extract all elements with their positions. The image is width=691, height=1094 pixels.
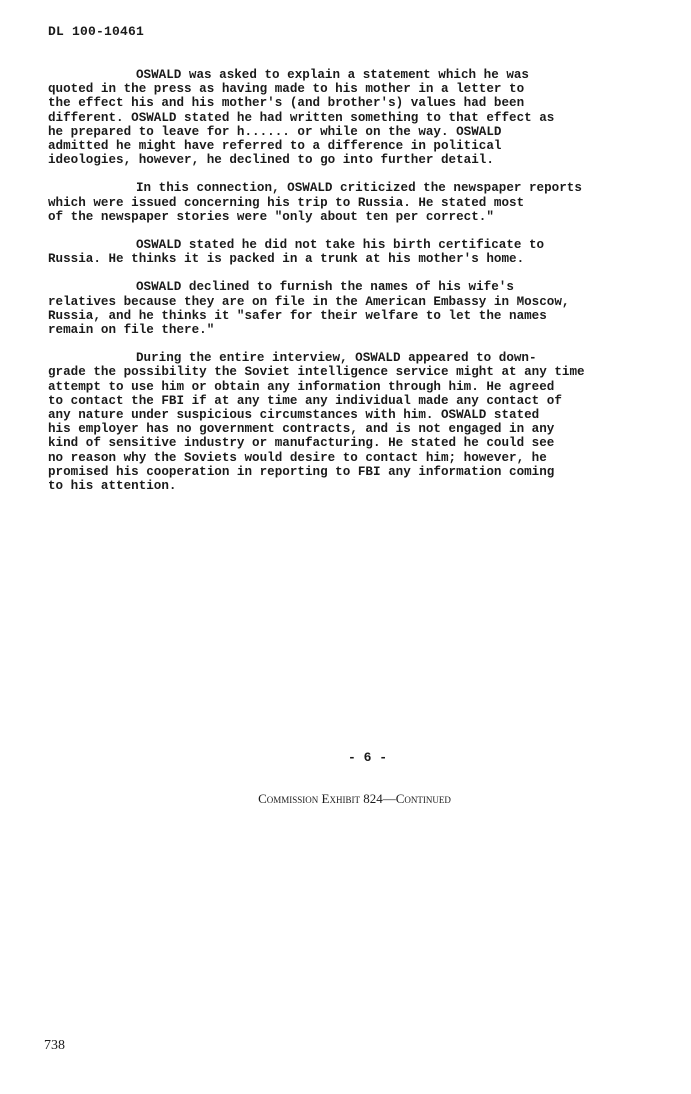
text-line: the effect his and his mother's (and brother's) values had been (48, 96, 525, 111)
paragraph (48, 238, 648, 266)
file-number: DL 100-10461 (48, 24, 145, 39)
text-line: ideologies, however, he declined to go into further detail. (48, 153, 494, 168)
text-line: admitted he might have referred to a difference in political (48, 139, 502, 154)
text-line: which were issued concerning his trip to Russia. He stated most (48, 195, 525, 210)
text-line: kind of sensitive industry or manufacturing. He stated he could see (48, 436, 555, 451)
text-line: OSWALD stated he did not take his birth certificate to (136, 238, 545, 253)
text-line: Russia, and he thinks it "safer for their welfare to let the names (48, 308, 547, 323)
paragraph (48, 181, 648, 224)
report-body (48, 68, 648, 507)
volume-page-number: 738 (44, 1038, 65, 1053)
text-line: OSWALD declined to furnish the names of his wife's (136, 280, 514, 295)
text-line: During the entire interview, OSWALD appeared to down- (136, 351, 537, 366)
paragraph (48, 351, 648, 493)
text-line: OSWALD was asked to explain a statement which he was (136, 68, 529, 82)
text-line: any nature under suspicious circumstances with him. OSWALD stated (48, 408, 540, 423)
exhibit-caption: Commission Exhibit 824—Continued (258, 791, 451, 806)
text-line: quoted in the press as having made to his mother in a letter to (48, 82, 525, 97)
text-line: no reason why the Soviets would desire to contact him; however, he (48, 450, 547, 465)
text-line: remain on file there." (48, 323, 215, 338)
text-line: relatives because they are on file in the American Embassy in Moscow, (48, 294, 570, 309)
text-line: different. OSWALD stated he had written something to that effect as (48, 110, 555, 125)
text-line: of the newspaper stories were "only about ten per correct." (48, 209, 494, 224)
paragraph (48, 280, 648, 337)
text-line: to contact the FBI if at any time any individual made any contact of (48, 393, 562, 408)
text-line: he prepared to leave for h...... or while on the way. OSWALD (48, 124, 502, 139)
text-line: attempt to use him or obtain any information through him. He agreed (48, 379, 555, 394)
text-line: to his attention. (48, 479, 177, 494)
text-line: In this connection, OSWALD criticized the newspaper reports (136, 181, 582, 196)
text-line: grade the possibility the Soviet intelligence service might at any time (48, 365, 585, 380)
page-number: - 6 - (347, 750, 387, 765)
text-line: promised his cooperation in reporting to FBI any information coming (48, 464, 555, 479)
paragraph (48, 68, 648, 167)
text-line: Russia. He thinks it is packed in a trunk at his mother's home. (48, 252, 525, 267)
text-line: his employer has no government contracts, and is not engaged in any (48, 422, 555, 437)
